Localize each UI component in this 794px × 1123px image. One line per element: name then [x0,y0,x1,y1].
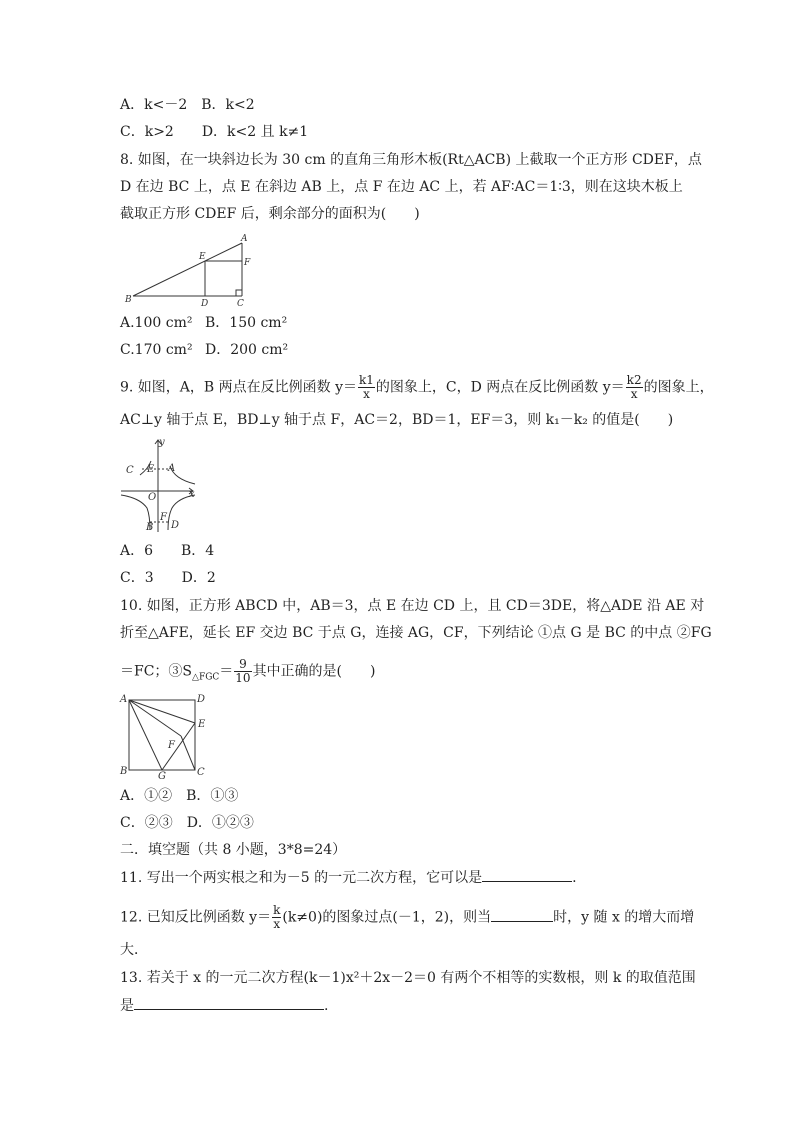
q12-pre: 12. 已知反比例函数 y＝ [120,909,272,926]
q11-end: . [572,870,577,886]
q10-line3-eq: ＝ [219,663,234,680]
q8-text-line2: D 在边 BC 上，点 E 在斜边 AB 上，点 F 在边 AC 上，若 AF∶AC＝1∶3，则在这块木板上 [120,179,683,195]
q10-frac-den: 10 [235,671,251,685]
q8-label-e: E [199,252,206,262]
q10-label-d: D [197,694,206,705]
q10-area-subscript: △FGC [192,672,220,683]
q9-label-b: B [146,522,154,533]
q9-fraction-k2 [626,374,643,401]
q9-text-post: 的图象上， [643,379,714,396]
q10-square-figure [118,692,213,780]
q13-text-line1: 13. 若关于 x 的一元二次方程(k－1)x²＋2x－2＝0 有两个不相等的实数根，则 k 的取值范围 [120,970,696,986]
q11-prompt: 11. 写出一个两实根之和为－5 的一元二次方程，它可以是 [120,870,483,886]
q9-frac2-den: x [630,387,638,401]
q9-label-c: C [126,465,134,476]
q8-label-c: C [237,299,244,309]
q9-label-f: F [160,512,167,523]
q8-text-line1: 8. 如图，在一块斜边长为 30 cm 的直角三角形木板(Rt△ACB) 上截取一个正方形 CDEF，点 [120,152,702,168]
q9-text-pre: 9. 如图，A，B 两点在反比例函数 y＝ [120,379,358,396]
section2-heading: 二．填空题（共 8 小题，3*8=24） [120,842,347,858]
q8-text-line3: 截取正方形 CDEF 后，剩余部分的面积为( ) [120,206,420,222]
q9-frac1-num: k1 [359,373,374,387]
q9-label-y: y [159,437,165,448]
q8-option-a: A.100 cm² [120,315,193,331]
q11-text [120,867,577,888]
q12-post: 时，y 随 x 的增大而增 [553,909,695,926]
q7-options-row1: A．k<－2 B．k<2 [120,97,255,113]
q8-option-b: B．150 cm² [205,315,288,331]
q12-frac-num: k [273,903,281,917]
q8-label-f: F [244,258,251,268]
q12-fraction [272,904,281,931]
q9-fraction-k1 [358,374,375,401]
q8-option-c: C.170 cm² [120,342,193,358]
q13-line2-end: . [324,998,329,1014]
q10-text-line2: 折至△AFE，延长 EF 交边 BC 于点 G，连接 AG，CF，下列结论 ①点 G 是 BC 的中点 ②FG [120,625,712,641]
q9-label-e: E [147,464,155,475]
q9-text-line1 [120,374,714,401]
q12-answer-blank[interactable] [491,907,553,922]
q9-text-mid: 的图象上，C，D 两点在反比例函数 y＝ [375,379,625,396]
q13-line2-pre: 是 [120,998,134,1014]
q9-frac2-num: k2 [626,373,642,387]
q13-answer-blank[interactable] [134,995,324,1010]
q10-fraction [234,658,251,685]
q9-options-row1: A．6 B．4 [120,543,215,559]
q10-frac-num: 9 [234,658,251,672]
q8-label-a: A [241,234,248,244]
q10-text-line1: 10. 如图，正方形 ABCD 中，AB＝3，点 E 在边 CD 上，且 CD＝3DE，将△ADE 沿 AE 对 [120,598,705,614]
q10-options-row1: A．①② B．①③ [120,788,239,804]
q10-label-e: E [198,719,206,730]
q7-options-row2: C．k>2 D．k<2 且 k≠1 [120,124,309,140]
q10-label-a: A [120,694,128,705]
q9-frac1-den: x [363,387,370,401]
q8-option-d: D．200 cm² [205,342,289,358]
q9-label-x: x [189,489,195,500]
q11-answer-blank[interactable] [482,867,572,882]
q13-text-line2 [120,995,328,1016]
q10-line3-pre: ＝FC；③S [120,663,193,680]
q9-label-a: A [168,463,176,474]
q10-options-row2: C．②③ D．①②③ [120,815,254,831]
q9-hyperbola-figure [120,436,205,534]
q9-text-line2: AC⊥y 轴于点 E，BD⊥y 轴于点 F，AC＝2，BD＝1，EF＝3，则 k₁－k₂ 的值是( ) [120,412,674,428]
q10-label-f: F [168,740,175,751]
q9-label-d: D [171,520,180,531]
q10-line3-post: 其中正确的是( ) [252,663,376,680]
q9-options-row2: C．3 D．2 [120,570,216,586]
q9-label-o: O [148,492,157,503]
q12-frac-den: x [273,917,281,931]
q10-label-b: B [120,766,128,777]
q8-label-b: B [125,295,132,305]
q10-text-line3 [120,658,376,687]
q8-triangle-figure [120,228,280,309]
q8-label-d: D [201,299,209,309]
q10-label-g: G [158,771,166,782]
q12-mid: (k≠0)的图象过点(－1，2)，则当 [282,909,492,926]
q12-text-line1 [120,904,694,931]
q12-text-line2: 大． [120,942,148,958]
q10-label-c: C [197,767,205,778]
